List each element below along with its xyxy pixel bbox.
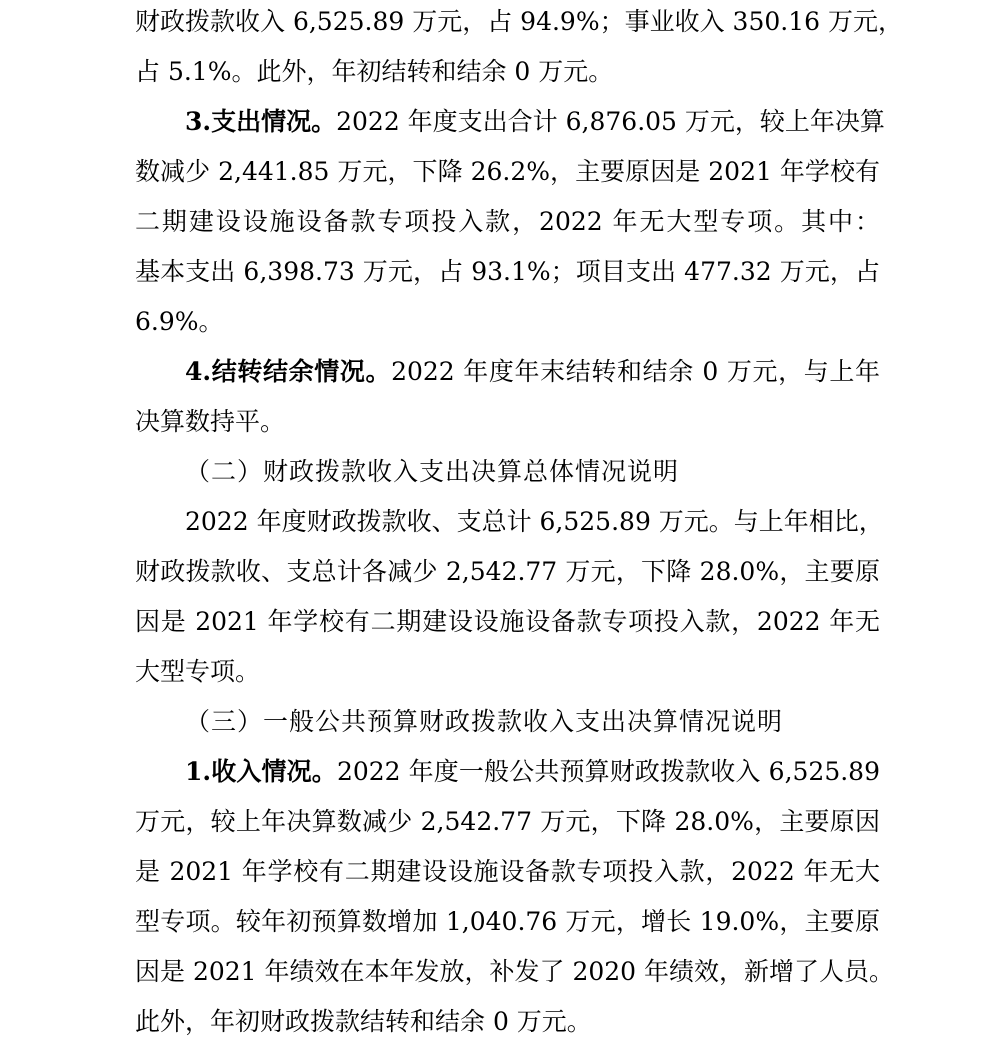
text-line-14-body: 大型专项。 bbox=[135, 657, 261, 686]
section-income-lead: 1.收入情况。 bbox=[185, 757, 337, 786]
text-line-4 bbox=[135, 152, 880, 192]
text-line-9 bbox=[135, 402, 285, 442]
text-line-6 bbox=[135, 252, 880, 292]
text-line-19 bbox=[135, 902, 880, 942]
text-line-5 bbox=[135, 202, 880, 242]
section-balance-text: 2022 年度年末结转和结余 0 万元，与上年 bbox=[391, 357, 880, 386]
section-balance-lead: 4.结转结余情况。 bbox=[185, 357, 392, 386]
section-heading-two bbox=[185, 452, 679, 492]
section-balance-heading-line bbox=[185, 352, 880, 392]
text-line-14 bbox=[135, 652, 260, 692]
text-line-19-body: 型专项。较年初预算数增加 1,040.76 万元，增长 19.0%，主要原 bbox=[135, 907, 880, 936]
text-line-4-body: 数减少 2,441.85 万元，下降 26.2%，主要原因是 2021 年学校有 bbox=[135, 157, 880, 186]
text-line-6-body: 基本支出 6,398.73 万元，占 93.1%；项目支出 477.32 万元，占 bbox=[135, 257, 880, 286]
text-line-20 bbox=[135, 952, 895, 992]
text-line-21-body: 此外，年初财政拨款结转和结余 0 万元。 bbox=[135, 1007, 592, 1036]
section-expenditure-lead: 3.支出情况。 bbox=[185, 107, 337, 136]
text-line-13 bbox=[135, 602, 880, 642]
text-line-13-body: 因是 2021 年学校有二期建设设施设备款专项投入款，2022 年无 bbox=[135, 607, 880, 636]
text-line-17 bbox=[135, 802, 880, 842]
section-income-heading-line bbox=[185, 752, 880, 792]
text-line-1 bbox=[135, 2, 903, 42]
text-line-1-body: 财政拨款收入 6,525.89 万元，占 94.9%；事业收入 350.16 万元， bbox=[135, 7, 903, 36]
section-expenditure-heading-line bbox=[185, 102, 885, 142]
text-line-11 bbox=[185, 502, 884, 542]
text-line-18-body: 是 2021 年学校有二期建设设施设备款专项投入款，2022 年无大 bbox=[135, 857, 880, 886]
text-line-2 bbox=[135, 52, 613, 92]
section-heading-three-text: （三）一般公共预算财政拨款收入支出决算情况说明 bbox=[185, 707, 784, 736]
section-income-text: 2022 年度一般公共预算财政拨款收入 6,525.89 bbox=[336, 757, 880, 786]
section-heading-two-text: （二）财政拨款收入支出决算总体情况说明 bbox=[185, 457, 680, 486]
text-line-12-body: 财政拨款收、支总计各减少 2,542.77 万元，下降 28.0%，主要原 bbox=[135, 557, 880, 586]
section-expenditure-text: 2022 年度支出合计 6,876.05 万元，较上年决算 bbox=[336, 107, 885, 136]
text-line-11-body: 2022 年度财政拨款收、支总计 6,525.89 万元。与上年相比， bbox=[185, 507, 884, 536]
text-line-7 bbox=[135, 302, 224, 342]
text-line-5-body: 二期建设设施设备款专项投入款，2022 年无大型专项。其中： bbox=[135, 207, 880, 236]
text-line-18 bbox=[135, 852, 880, 892]
text-line-2-body: 占 5.1%。此外，年初结转和结余 0 万元。 bbox=[135, 57, 614, 86]
text-line-9-body: 决算数持平。 bbox=[135, 407, 286, 436]
text-line-7-body: 6.9%。 bbox=[135, 307, 224, 336]
text-line-12 bbox=[135, 552, 880, 592]
text-line-21 bbox=[135, 1002, 592, 1042]
section-heading-three bbox=[185, 702, 783, 742]
text-line-17-body: 万元，较上年决算数减少 2,542.77 万元，下降 28.0%，主要原因 bbox=[135, 807, 880, 836]
text-line-20-body: 因是 2021 年绩效在本年发放，补发了 2020 年绩效，新增了人员。 bbox=[135, 957, 895, 986]
